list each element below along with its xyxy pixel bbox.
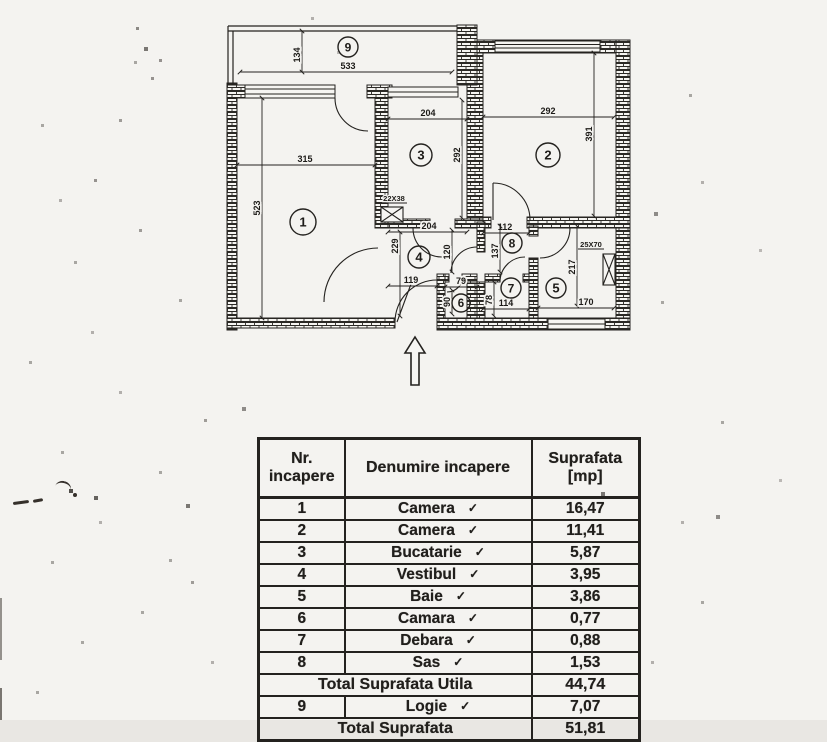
dim-room5-width bbox=[538, 297, 614, 308]
room-name: Logie ✓ bbox=[345, 696, 532, 718]
room-nr: 5 bbox=[259, 586, 345, 608]
shaft-kitchen bbox=[381, 207, 403, 222]
scan-edge-artifact bbox=[0, 688, 2, 720]
room-area: 0,77 bbox=[532, 608, 640, 630]
dim-logie-height bbox=[292, 31, 302, 72]
table-row bbox=[259, 696, 640, 718]
dim-room3-width bbox=[388, 108, 467, 119]
room-name: Vestibul ✓ bbox=[345, 564, 532, 586]
svg-text:523: 523 bbox=[252, 200, 262, 216]
shaft-bath bbox=[603, 254, 615, 285]
svg-text:134: 134 bbox=[292, 47, 302, 63]
svg-text:217: 217 bbox=[567, 259, 577, 275]
svg-text:204: 204 bbox=[421, 221, 437, 231]
svg-text:204: 204 bbox=[420, 108, 436, 118]
room-area: 5,87 bbox=[532, 542, 640, 564]
table-row bbox=[259, 498, 640, 521]
room-nr: 4 bbox=[259, 564, 345, 586]
door-balcony bbox=[335, 98, 368, 131]
svg-text:5: 5 bbox=[552, 280, 560, 296]
svg-text:292: 292 bbox=[452, 147, 462, 163]
svg-text:7: 7 bbox=[507, 281, 515, 296]
check-mark: ✓ bbox=[467, 611, 478, 626]
room-number-1 bbox=[290, 209, 316, 235]
check-mark: ✓ bbox=[474, 545, 485, 560]
svg-text:9: 9 bbox=[344, 40, 352, 55]
table-row bbox=[259, 630, 640, 652]
room-nr: 6 bbox=[259, 608, 345, 630]
scan-smudge bbox=[13, 500, 29, 505]
dim-room1-height bbox=[252, 98, 262, 318]
total-utila-area: 44,74 bbox=[532, 674, 640, 696]
header-name: Denumire incapere bbox=[345, 439, 532, 498]
svg-text:229: 229 bbox=[390, 238, 400, 254]
walls bbox=[227, 25, 630, 330]
room-area: 3,86 bbox=[532, 586, 640, 608]
room-nr: 9 bbox=[259, 696, 345, 718]
room-nr: 8 bbox=[259, 652, 345, 674]
entrance-arrow bbox=[405, 337, 425, 385]
room-nr: 7 bbox=[259, 630, 345, 652]
room-name: Baie ✓ bbox=[345, 586, 532, 608]
total-utila-row bbox=[259, 674, 640, 696]
dim-room4-wall bbox=[390, 232, 400, 316]
door-room1 bbox=[324, 248, 378, 302]
room-name: Camera ✓ bbox=[345, 520, 532, 542]
scan-smudge bbox=[73, 493, 77, 497]
room-name: Bucatarie ✓ bbox=[345, 542, 532, 564]
check-mark: ✓ bbox=[460, 699, 471, 714]
table-row bbox=[259, 520, 640, 542]
room-area: 7,07 bbox=[532, 696, 640, 718]
door-room2 bbox=[493, 183, 530, 220]
svg-text:6: 6 bbox=[457, 298, 465, 310]
header-area: Suprafata [mp] bbox=[532, 439, 640, 498]
room-name: Sas ✓ bbox=[345, 652, 532, 674]
dim-room2-height bbox=[584, 53, 594, 216]
svg-text:4: 4 bbox=[415, 249, 423, 265]
svg-text:25X70: 25X70 bbox=[580, 240, 602, 249]
svg-text:292: 292 bbox=[540, 106, 556, 116]
total-row bbox=[259, 718, 640, 741]
room-area: 11,41 bbox=[532, 520, 640, 542]
table-header-row bbox=[259, 439, 640, 498]
check-mark: ✓ bbox=[455, 589, 466, 604]
svg-text:112: 112 bbox=[497, 222, 513, 232]
table-row bbox=[259, 652, 640, 674]
check-mark: ✓ bbox=[467, 523, 478, 538]
svg-text:315: 315 bbox=[297, 154, 313, 164]
door-sas bbox=[451, 247, 477, 273]
svg-text:533: 533 bbox=[340, 61, 356, 71]
window-room2 bbox=[495, 41, 600, 52]
check-mark: ✓ bbox=[453, 655, 464, 670]
table-row bbox=[259, 586, 640, 608]
table-row bbox=[259, 564, 640, 586]
window-room3 bbox=[388, 87, 458, 97]
svg-text:391: 391 bbox=[584, 126, 594, 142]
dim-logie-width bbox=[240, 61, 452, 72]
room-number-4 bbox=[408, 246, 430, 268]
dimensions bbox=[237, 31, 614, 318]
room-number-3 bbox=[410, 144, 432, 166]
scan-smudge bbox=[54, 479, 73, 496]
total-label: Total Suprafata bbox=[259, 718, 532, 741]
room-nr: 3 bbox=[259, 542, 345, 564]
table-row bbox=[259, 608, 640, 630]
shaft-kitchen-label bbox=[382, 194, 407, 203]
svg-text:79: 79 bbox=[455, 276, 467, 286]
svg-text:1: 1 bbox=[299, 214, 307, 230]
room-number-9 bbox=[338, 37, 358, 57]
room-areas-table bbox=[257, 437, 641, 742]
svg-text:114: 114 bbox=[498, 298, 514, 308]
svg-text:22X38: 22X38 bbox=[383, 194, 405, 203]
room-name: Camera ✓ bbox=[345, 498, 532, 521]
scan-smudge bbox=[33, 498, 43, 503]
total-utila-label: Total Suprafata Utila bbox=[259, 674, 532, 696]
room-area: 16,47 bbox=[532, 498, 640, 521]
room-name: Debara ✓ bbox=[345, 630, 532, 652]
total-area: 51,81 bbox=[532, 718, 640, 741]
svg-text:137: 137 bbox=[490, 243, 500, 259]
window-bath bbox=[548, 319, 605, 329]
door-bath bbox=[540, 228, 570, 258]
svg-text:119: 119 bbox=[403, 275, 419, 285]
dim-room1-width bbox=[237, 154, 375, 165]
svg-text:170: 170 bbox=[578, 297, 594, 307]
room-area: 1,53 bbox=[532, 652, 640, 674]
room-numbers bbox=[290, 37, 566, 312]
room-nr: 2 bbox=[259, 520, 345, 542]
table-row bbox=[259, 542, 640, 564]
room-nr: 1 bbox=[259, 498, 345, 521]
svg-text:3: 3 bbox=[417, 147, 425, 163]
room-area: 3,95 bbox=[532, 564, 640, 586]
svg-text:8: 8 bbox=[508, 236, 516, 251]
svg-text:90: 90 bbox=[442, 296, 452, 308]
room-number-2 bbox=[536, 143, 560, 167]
room-number-7 bbox=[501, 278, 521, 298]
shaft-bath-label bbox=[578, 240, 604, 249]
dim-room3-height bbox=[452, 100, 462, 218]
check-mark: ✓ bbox=[469, 567, 480, 582]
svg-text:78: 78 bbox=[484, 294, 494, 306]
scan-edge-artifact bbox=[0, 598, 2, 660]
room-number-5 bbox=[546, 278, 566, 298]
room-name: Camara ✓ bbox=[345, 608, 532, 630]
header-nr: Nr. incapere bbox=[259, 439, 345, 498]
room-area: 0,88 bbox=[532, 630, 640, 652]
room-number-8 bbox=[502, 233, 522, 253]
check-mark: ✓ bbox=[465, 633, 476, 648]
svg-text:2: 2 bbox=[544, 147, 552, 163]
svg-text:120: 120 bbox=[442, 244, 452, 260]
dim-room4-inner bbox=[442, 230, 452, 272]
check-mark: ✓ bbox=[467, 501, 478, 516]
window-room1 bbox=[245, 85, 335, 98]
